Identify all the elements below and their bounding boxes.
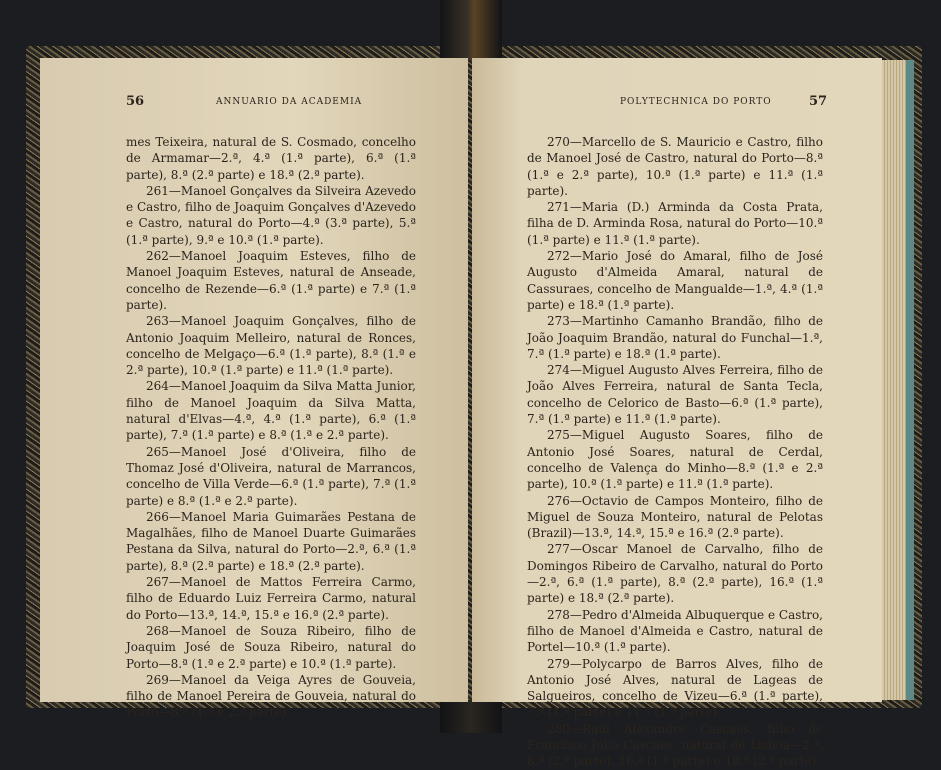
- paragraph: mes Teixeira, natural de S. Cosmado, concelho de Armamar—2.ª, 4.ª (1.ª parte), 6.ª (1.ª parte), 8.ª (2.ª parte) e 18.ª (2.ª parte).: [126, 135, 416, 182]
- running-head: POLYTECHNICA DO PORTO: [620, 97, 772, 107]
- right-page: [472, 58, 882, 769]
- paragraph: 273—Martinho Camanho Brandão, filho de João Joaquim Brandão, natural do Funchal—1.ª, 7.ª (1.ª parte) e 18.ª (1.ª parte).: [527, 314, 823, 361]
- paragraph: 266—Manoel Maria Guimarães Pestana de Magalhães, filho de Manoel Duarte Guimarães Pestana da Silva, natural do Porto—2.ª, 6.ª (1.ª parte), 8.ª (2.ª parte) e 18.ª (2.ª parte).: [126, 509, 416, 573]
- paragraph: 270—Marcello de S. Mauricio e Castro, filho de Manoel José de Castro, natural do Porto—8.ª (1.ª e 2.ª parte), 10.ª (1.ª parte) e 11.ª (1.ª parte).: [527, 135, 823, 198]
- running-head: ANNUARIO DA ACADEMIA: [216, 97, 363, 107]
- book-edge: [906, 60, 914, 700]
- paragraph: 271—Maria (D.) Arminda da Costa Prata, filha de D. Arminda Rosa, natural do Porto—10.ª (1.ª parte) e 11.ª (1.ª parte).: [527, 200, 823, 247]
- right-page-text: [527, 134, 823, 770]
- paragraph: 280—Raul Alexandre Cascaes, filho de Francisco Julio Cascaes, natural de Lisboa—2.ª, 8.ª (2.ª parte), 16.ª (1.ª parte) e 18.ª (2.ª parte).: [527, 721, 823, 769]
- left-page: [40, 58, 468, 720]
- paragraph: 263—Manoel Joaquim Gonçalves, filho de Antonio Joaquim Melleiro, natural de Ronces, concelho de Melgaço—6.ª (1.ª parte), 8.ª (1.ª e 2.ª parte), 10.ª (1.ª parte) e 11.ª (1.ª parte).: [126, 314, 416, 378]
- book-spine: [440, 0, 502, 60]
- page-number: 57: [809, 94, 828, 109]
- book-spine-bottom: [440, 700, 502, 733]
- paragraph: 272—Mario José do Amaral, filho de José Augusto d'Almeida Amaral, natural de Cassuraes, concelho de Mangualde—1.ª, 4.ª (1.ª parte) e 18.ª (1.ª parte).: [527, 249, 823, 312]
- paragraph: 268—Manoel de Souza Ribeiro, filho de Joaquim José de Souza Ribeiro, natural do Porto—8.ª (1.ª e 2.ª parte) e 10.ª (1.ª parte).: [126, 623, 416, 671]
- page-edges: [882, 60, 908, 700]
- left-page-header: [40, 96, 468, 114]
- paragraph: 261—Manoel Gonçalves da Silveira Azevedo e Castro, filho de Joaquim Gonçalves d'Azevedo e Castro, natural do Porto—4.ª (3.ª parte), 5.ª (1.ª parte), 9.ª e 10.ª (1.ª parte).: [126, 183, 417, 247]
- page-number: 56: [126, 94, 145, 109]
- paragraph: 278—Pedro d'Almeida Albuquerque e Castro, filho de Manoel d'Almeida e Castro, natural de Portel—10.ª (1.ª parte).: [527, 607, 823, 655]
- paragraph: 269—Manoel da Veiga Ayres de Gouveia, filho de Manoel Pereira de Gouveia, natural do Porto—8.ª (1.ª e 2.ª parte).: [126, 672, 416, 720]
- right-page-header: [472, 96, 882, 114]
- paragraph: 277—Oscar Manoel de Carvalho, filho de Domingos Ribeiro de Carvalho, natural do Porto—2.ª, 6.ª (1.ª parte), 8.ª (2.ª parte), 16.ª (1.ª parte) e 18.ª (2.ª parte).: [527, 542, 823, 606]
- paragraph: 275—Miguel Augusto Soares, filho de Antonio José Soares, natural de Cerdal, concelho de Valença do Minho—8.ª (1.ª e 2.ª parte), 10.ª (1.ª parte) e 11.ª (1.ª parte).: [527, 428, 823, 492]
- left-page-text: [126, 134, 416, 721]
- paragraph: 276—Octavio de Campos Monteiro, filho de Miguel de Souza Monteiro, natural de Pelotas (Brazil)—13.ª, 14.ª, 15.ª e 16.ª (2.ª parte).: [527, 493, 823, 541]
- paragraph: 262—Manoel Joaquim Esteves, filho de Manoel Joaquim Esteves, natural de Anseade, concelho de Rezende—6.ª (1.ª parte) e 7.ª (1.ª parte).: [126, 249, 416, 312]
- paragraph: 265—Manoel José d'Oliveira, filho de Thomaz José d'Oliveira, natural de Marrancos, concelho de Villa Verde—6.ª (1.ª parte), 7.ª (1.ª parte) e 8.ª (1.ª e 2.ª parte).: [126, 444, 416, 508]
- paragraph: 264—Manoel Joaquim da Silva Matta Junior, filho de Manoel Joaquim da Silva Matta, natural d'Elvas—4.ª, 4.ª (1.ª parte), 6.ª (1.ª parte), 7.ª (1.ª parte) e 8.ª (1.ª e 2.ª parte).: [126, 379, 416, 443]
- paragraph: 267—Manoel de Mattos Ferreira Carmo, filho de Eduardo Luiz Ferreira Carmo, natural do Porto—13.ª, 14.ª, 15.ª e 16.ª (2.ª parte).: [126, 575, 416, 622]
- paragraph: 279—Polycarpo de Barros Alves, filho de Antonio José Alves, natural de Lageas de Salgueiros, concelho de Vizeu—6.ª (1.ª parte), 7.ª (1.ª parte) e 11.ª (1.ª parte).: [527, 656, 823, 720]
- paragraph: 274—Miguel Augusto Alves Ferreira, filho de João Alves Ferreira, natural de Santa Tecla, concelho de Celorico de Basto—6.ª (1.ª parte), 7.ª (1.ª parte) e 11.ª (1.ª parte).: [527, 363, 823, 427]
